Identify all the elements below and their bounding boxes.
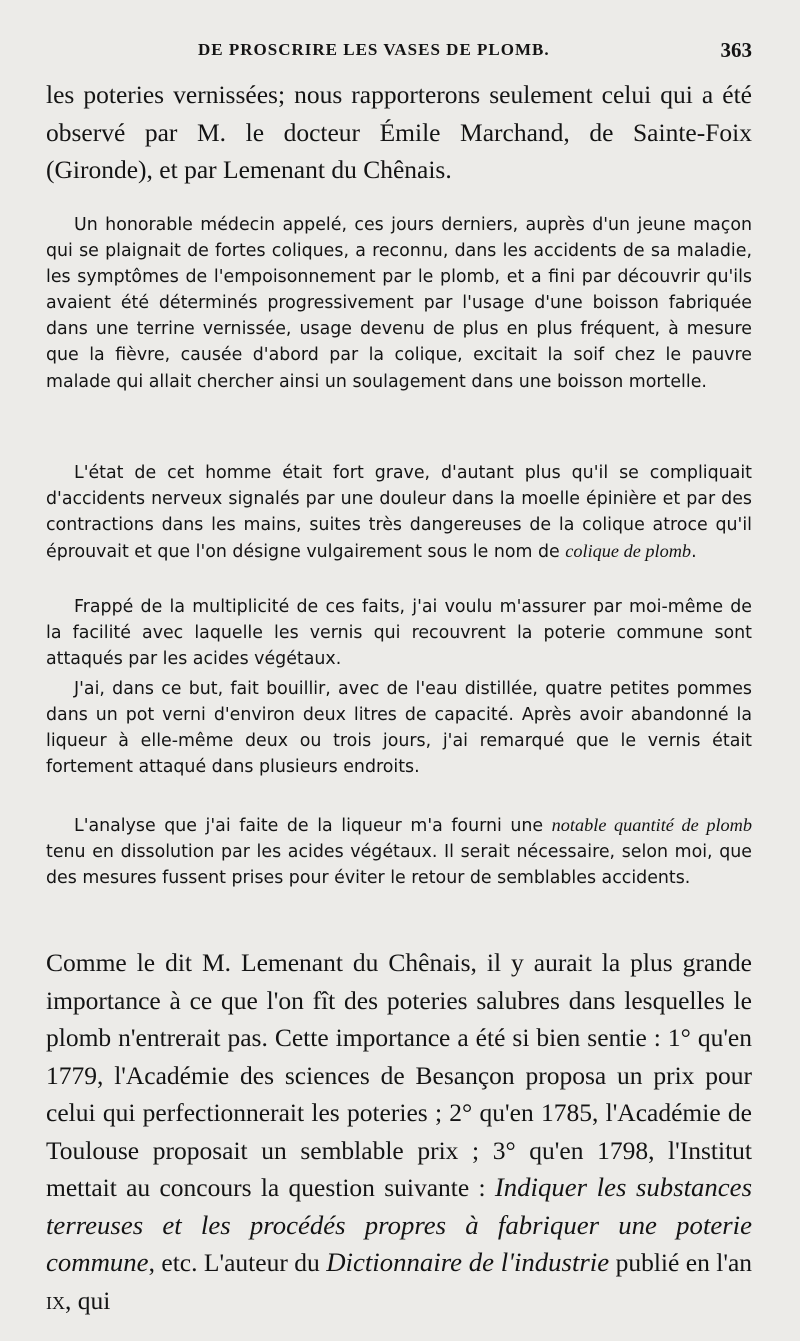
paragraph-quote-5 (46, 812, 752, 891)
italic-term: colique de plomb (565, 541, 692, 562)
text-run: , etc. L'auteur du (148, 1248, 327, 1277)
text-run: publié en l'an (609, 1248, 753, 1277)
text-run: L'état de cet homme était fort grave, d'autant plus qu'il se compliquait d'accidents nerveux signalés par une douleur dans la moelle épinière et par des contractions dans les mains, suites très dangereuses de la colique atroce qu'il éprouvait et que l'on désigne vulgairement sous le nom de (46, 463, 752, 563)
page-header (46, 38, 752, 64)
text-run: tenu en dissolution par les acides végétaux. Il serait nécessaire, selon moi, que des mesures fussent prises pour éviter le retour de semblables accidents. (46, 842, 752, 889)
italic-book-title: Dictionnaire de l'industrie (326, 1247, 610, 1277)
roman-numeral: ix (46, 1285, 65, 1315)
paragraph-quote-2 (46, 460, 752, 565)
italic-term: notable quantité de plomb (551, 815, 752, 835)
running-title: DE PROSCRIRE LES VASES DE PLOMB. (198, 40, 550, 59)
italic-question: Indiquer les substances terreuses et les procédés propres à fabriquer une poterie commune (46, 1172, 752, 1277)
text-run: , qui (65, 1285, 111, 1315)
paragraph-quote-3: Frappé de la multiplicité de ces faits, j'ai voulu m'assurer par moi-même de la facilité avec laquelle les vernis qui recouvrent la poterie commune sont attaqués par les acides végétaux. (46, 597, 752, 670)
paragraph-quote-1: Un honorable médecin appelé, ces jours derniers, auprès d'un jeune maçon qui se plaignait de fortes coliques, a reconnu, dans les accidents de sa maladie, les symptômes de l'empoisonnement par le plomb, et a fini par découvrir qu'ils avaient été déterminés progressivement par l'usage d'une boisson fabriquée dans une terrine vernissée, usage devenu de plus en plus fréquent, à mesure que la fièvre, causée d'abord par la colique, excitait la soif chez le pauvre malade qui allait chercher ainsi un soulagement dans une boisson mortelle. (46, 215, 752, 392)
text-run: L'analyse que j'ai faite de la liqueur m'a fourni une (74, 816, 552, 836)
page-number: 363 (720, 38, 752, 62)
paragraph-main (46, 944, 752, 1319)
paragraph-quote-4: J'ai, dans ce but, fait bouillir, avec de l'eau distillée, quatre petites pommes dans un pot verni d'environ deux litres de capacité. Après avoir abandonné la liqueur à elle-même deux ou trois jours, j'ai remarqué que le vernis était fortement attaqué dans plusieurs endroits. (46, 679, 752, 778)
text-run: . (691, 542, 697, 563)
text-run: Comme le dit M. Lemenant du Chênais, il y aurait la plus grande importance à ce que l'on fît des poteries salubres dans lesquelles le plomb n'entrerait pas. Cette importance a été si bien sentie : 1° qu'en 1779, l'Académie des sciences de Besançon proposa un prix pour celui qui perfectionnerait les poteries ; 2° qu'en 1785, l'Académie de Toulouse proposait un semblable prix ; 3° qu'en 1798, l'Institut mettait au concours la question suivante : (46, 948, 752, 1202)
paragraph-intro: les poteries vernissées; nous rapporterons seulement celui qui a été observé par M. le docteur Émile Marchand, de Sainte-Foix (Gironde), et par Lemenant du Chênais. (46, 80, 752, 184)
